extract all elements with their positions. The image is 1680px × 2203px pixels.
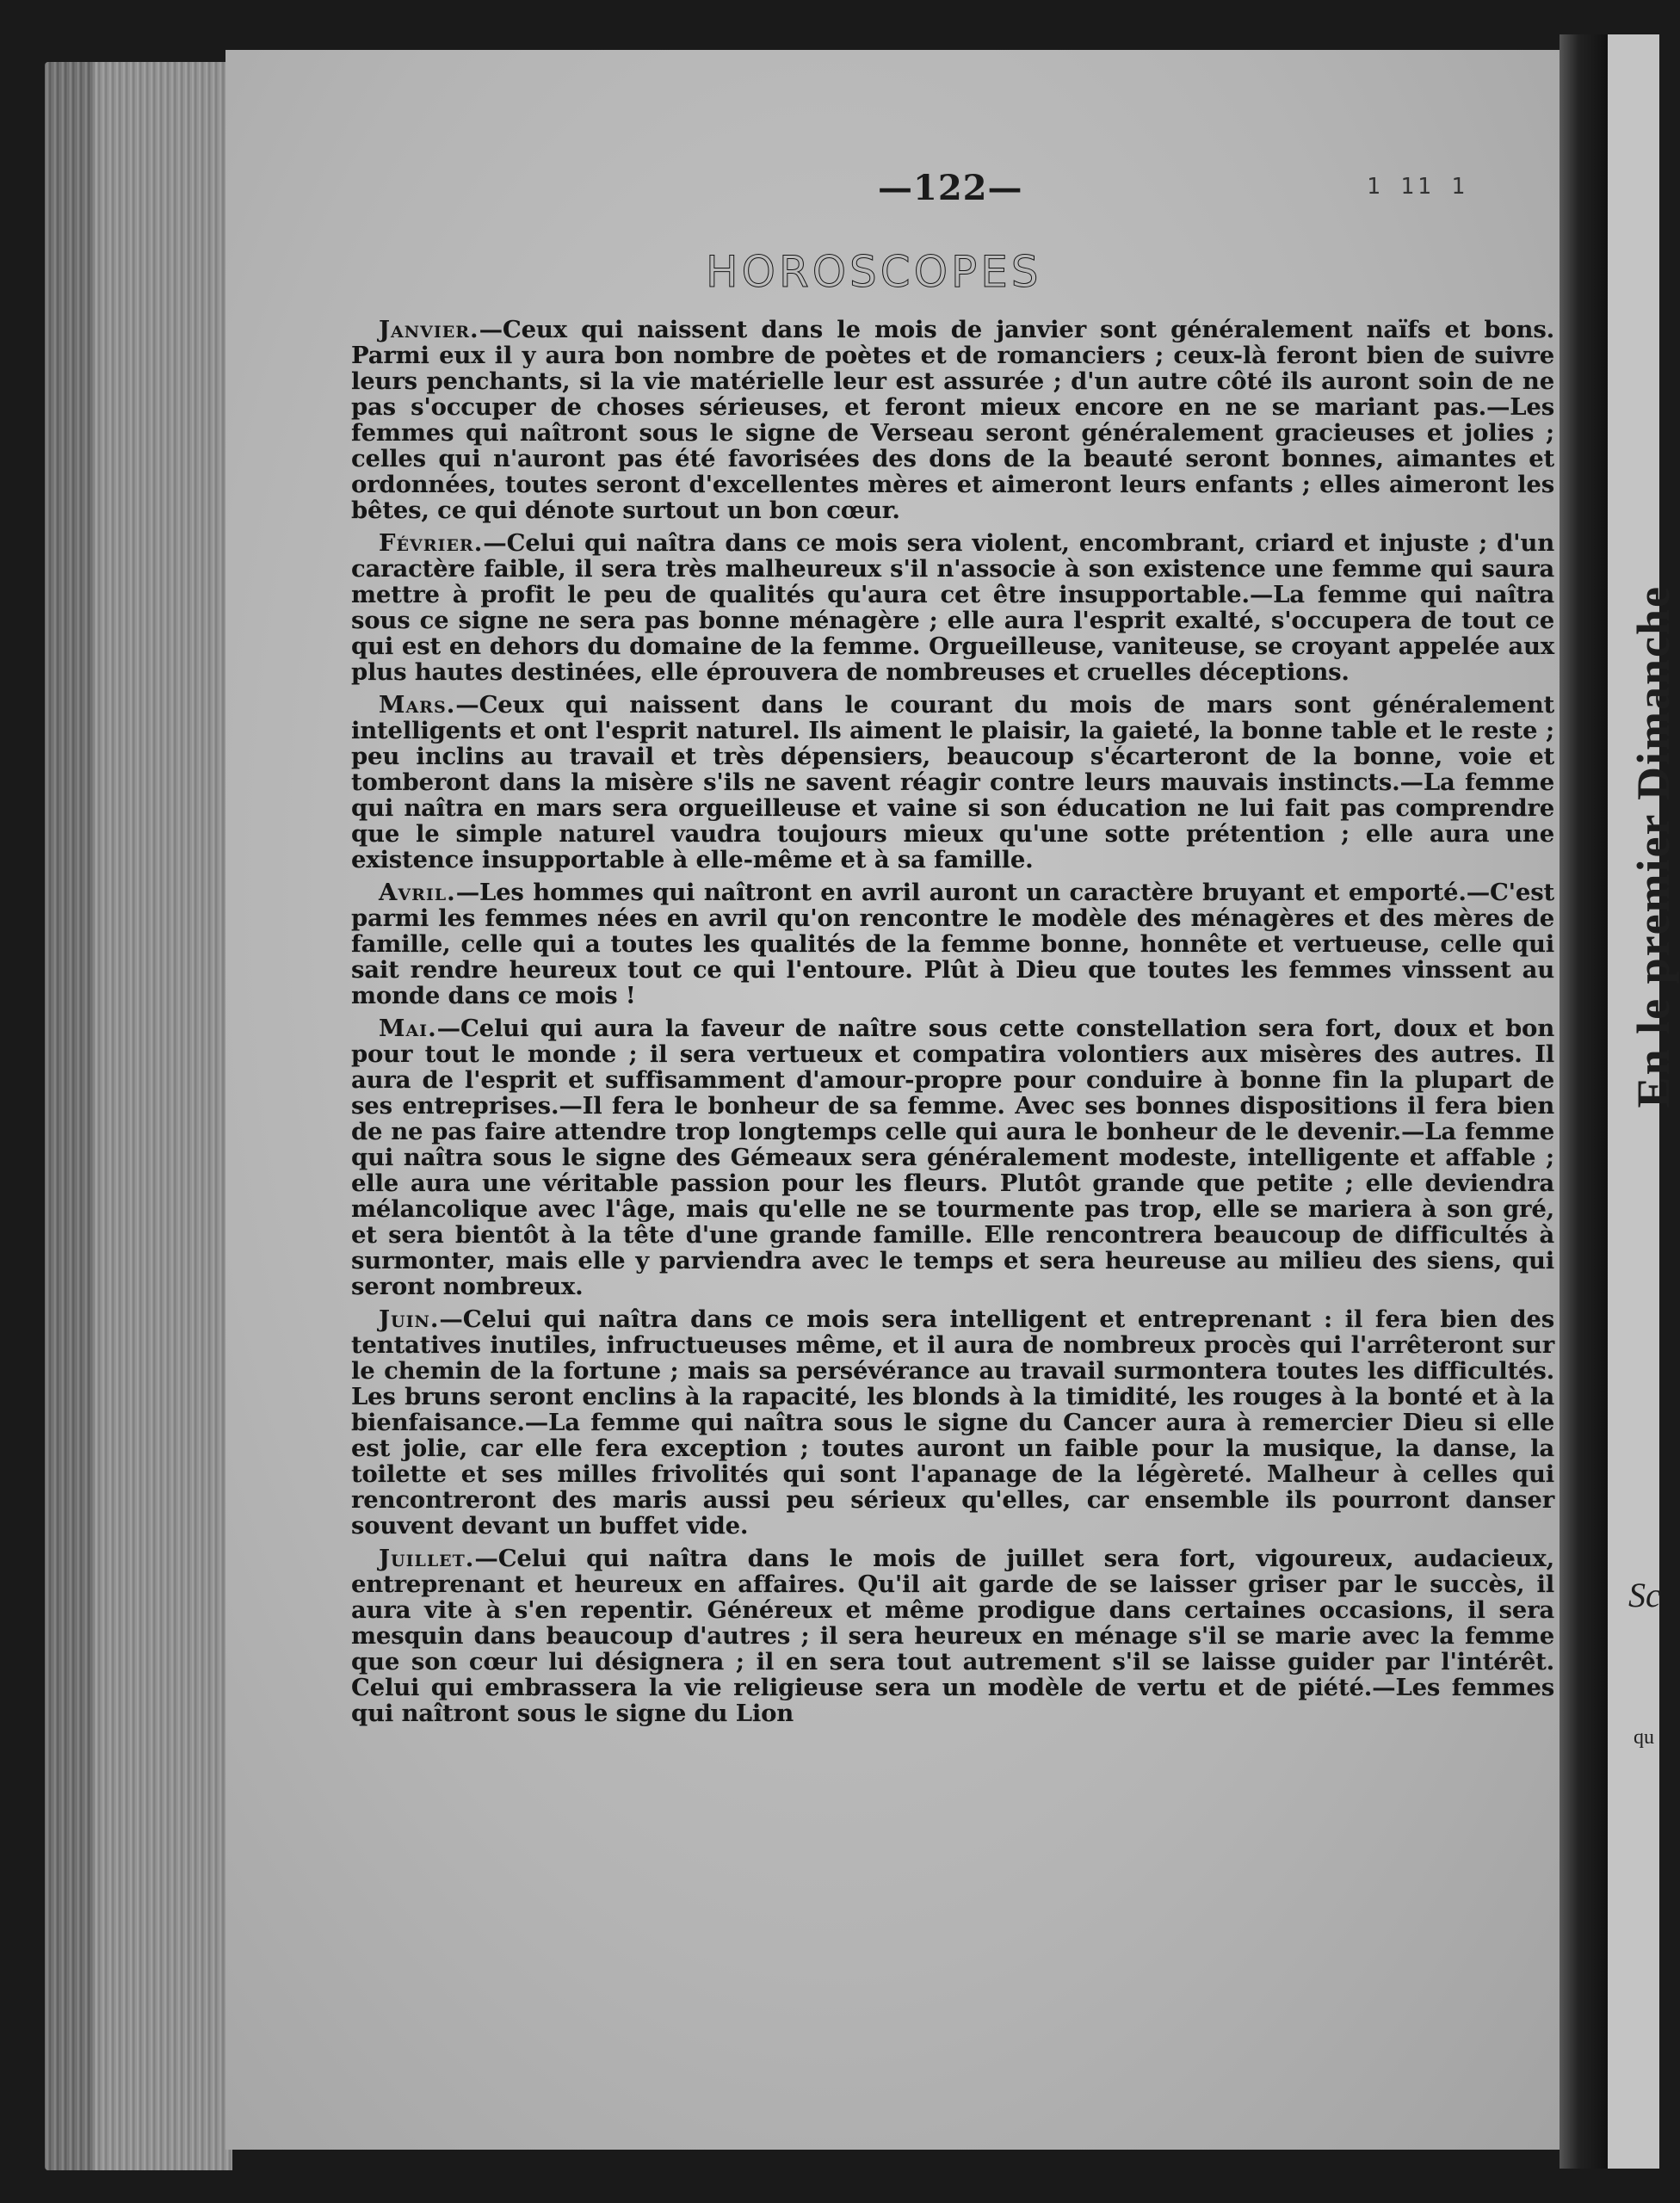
section-fevrier	[351, 530, 1554, 685]
month-label: Février.	[379, 529, 484, 557]
section-text: —Ceux qui naissent dans le mois de janvier sont généralement naïfs et bons. Parmi eux il y aura bon nombre de poètes et de romanciers ; ceux-là feront bien de suivre leurs penchants, si la vie matérielle leur est assurée ; d'un autre côté ils auront soin de ne pas s'occuper de choses sérieuses, et feront mieux encore en ne se mariant pas.—Les femmes qui naîtront sous le signe de Verseau seront généralement gracieuses et jolies ; celles qui n'auront pas été favorisées des dons de la beauté seront bonnes, aimantes et ordonnées, toutes seront d'excellentes mères et aimeront leurs enfants ; elles aimeront les bêtes, ce qui dénote surtout un bon cœur.	[351, 316, 1554, 524]
section-mars	[351, 692, 1554, 873]
page-number: —122—	[878, 168, 1023, 208]
section-avril	[351, 879, 1554, 1009]
facing-page-vertical-text: En le premier Dimanche	[1628, 585, 1679, 1108]
month-label: Janvier.	[379, 316, 479, 343]
section-text: —Celui qui naîtra dans ce mois sera violent, encombrant, criard et injuste ; d'un caractère faible, il sera très malheureux s'il n'associe à son existence une femme qui saura mettre à profit le peu de qualités qu'aura cet être insupportable.—La femme qui naîtra sous ce signe ne sera pas bonne ménagère ; elle aura l'esprit exalté, s'occupera de tout ce qui est en dehors du domaine de la femme. Orgueilleuse, vaniteuse, se croyant appelée aux plus hautes destinées, elle éprouvera de nombreuses et cruelles déceptions.	[351, 529, 1554, 686]
section-juin	[351, 1306, 1554, 1539]
section-text: —Celui qui naîtra dans le mois de juillet sera fort, vigoureux, audacieux, entreprenant et heureux en affaires. Qu'il ait garde de se laisser griser par le succès, il aura vite à s'en repentir. Généreux et même prodigue dans certaines occasions, il sera mesquin dans beaucoup d'autres ; il sera heureux en ménage s'il se marie avec la femme que son cœur lui désignera ; il en sera tout autrement s'il se laisse guider par l'intérêt. Celui qui embrassera la vie religieuse sera un modèle de vertu et de piété.—Les femmes qui naîtront sous le signe du Lion	[351, 1545, 1554, 1727]
facing-page-fragment: Sc	[1628, 1576, 1661, 1614]
section-text: —Les hommes qui naîtront en avril auront un caractère bruyant et emporté.—C'est parmi les femmes nées en avril qu'on rencontre le modèle des ménagères et des mères de famille, celle qui a toutes les qualités de la femme bonne, honnête et vertueuse, celle qui sait rendre heureux tout ce qui l'entoure. Plût à Dieu que toutes les femmes vinssent au monde dans ce mois !	[351, 879, 1554, 1009]
month-label: Juin.	[379, 1305, 440, 1333]
section-text: —Celui qui aura la faveur de naître sous cette constellation sera fort, doux et bon pour tout le monde ; il sera vertueux et compatira volontiers aux misères des autres. Il aura de l'esprit et suffisamment d'amour-propre pour conduire à bonne fin la plupart de ses entreprises.—Il fera le bonheur de sa femme. Avec ses bonnes dispositions il fera bien de ne pas faire attendre trop longtemps celle qui aura le bonheur de le devenir.—La femme qui naîtra sous le signe des Gémeaux sera généralement modeste, intelligente et affable ; elle aura une véritable passion pour les fleurs. Plutôt grande que petite ; elle deviendra mélancolique avec l'âge, mais qu'elle ne se tourmente pas trop, elle se mariera à son gré, et sera bientôt à la tête d'une grande famille. Elle rencontrera beaucoup de difficultés à surmonter, mais elle y parviendra avec le temps et sera heureuse au milieu des siens, qui seront nombreux.	[351, 1015, 1554, 1300]
month-label: Juillet.	[379, 1545, 475, 1572]
month-label: Mai.	[379, 1015, 437, 1042]
month-label: Avril.	[379, 879, 456, 906]
page-stack-edge	[95, 62, 232, 2170]
section-juillet	[351, 1546, 1554, 1726]
corner-marks: 1 11 1	[1367, 174, 1468, 200]
facing-page-edge	[1608, 34, 1679, 2169]
binding-gutter	[1560, 34, 1608, 2169]
facing-page-fragment: qu	[1634, 1726, 1654, 1749]
section-mai	[351, 1015, 1554, 1299]
section-text: —Ceux qui naissent dans le courant du mois de mars sont généralement intelligents et ont l'esprit naturel. Ils aiment le plaisir, la gaieté, la bonne table et le reste ; peu inclins au travail et très dépensiers, beaucoup s'écarteront de la bonne, voie et tomberont dans la misère s'ils ne savent réagir contre leurs mauvais instincts.—La femme qui naîtra en mars sera orgueilleuse et vaine si son éducation ne lui fait pas comprendre que le simple naturel vaudra toujours mieux qu'une sotte prétention ; elle aura une existence insupportable à elle-même et à sa famille.	[351, 691, 1554, 873]
section-janvier	[351, 317, 1554, 523]
section-text: —Celui qui naîtra dans ce mois sera intelligent et entreprenant : il fera bien des tentatives inutiles, infructueuses même, et il aura de nombreux procès qui l'arrêteront sur le chemin de la fortune ; mais sa persévérance au travail surmontera toutes les difficultés. Les bruns seront enclins à la rapacité, les blonds à la timidité, les rouges à la bonté et à la bienfaisance.—La femme qui naîtra sous le signe du Cancer aura à remercier Dieu si elle est jolie, car elle fera exception ; toutes auront un faible pour la musique, la danse, la toilette et ses milles frivolités qui sont l'apanage de la légèreté. Malheur à celles qui rencontreront des maris aussi peu sérieux qu'elles, car ensemble ils pourront danser souvent devant un buffet vide.	[351, 1305, 1554, 1540]
horoscope-text	[351, 317, 1554, 1733]
month-label: Mars.	[379, 691, 456, 719]
page-title: HOROSCOPES	[706, 247, 1042, 297]
